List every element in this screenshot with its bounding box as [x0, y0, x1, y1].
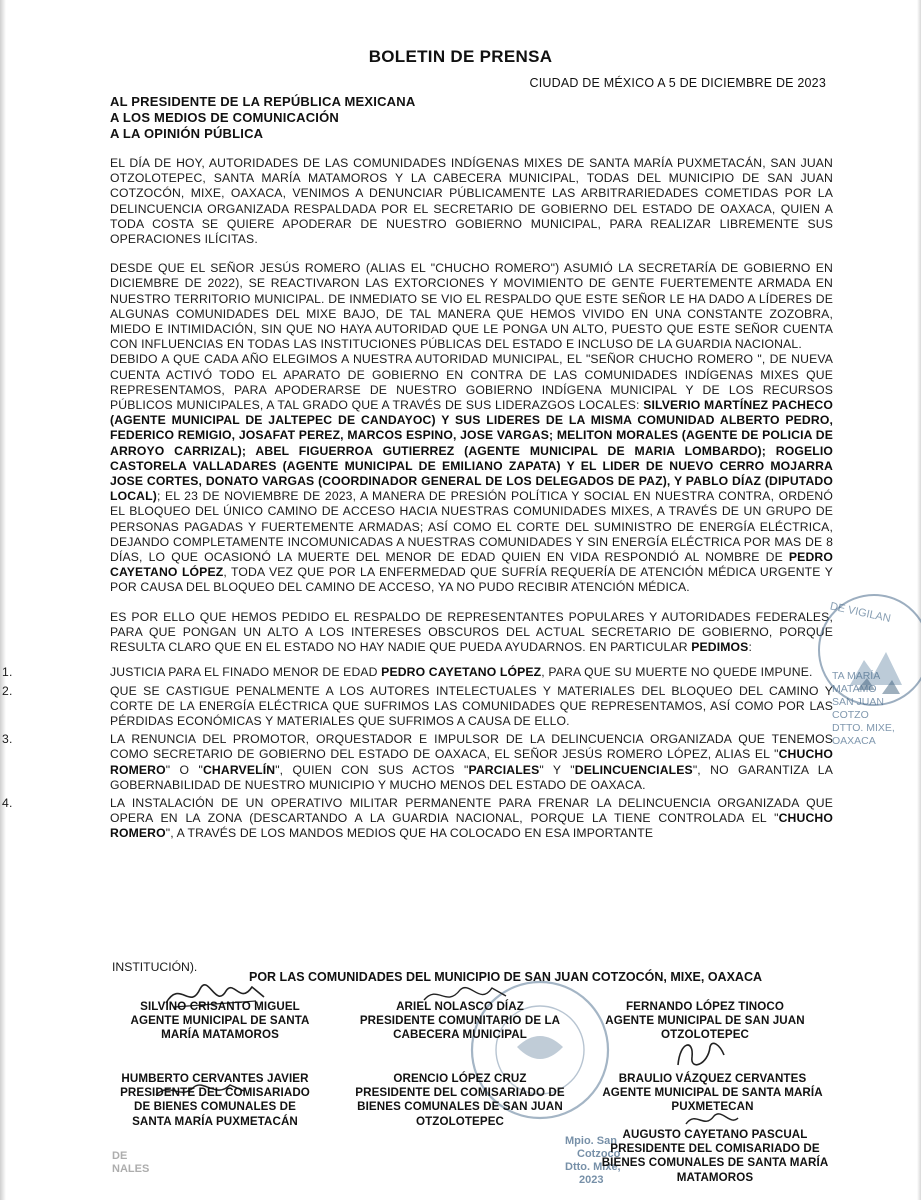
stamp-line: Mpio. San	[565, 1135, 617, 1147]
signatory-role: BIENES COMUNALES DE SAN JUAN	[357, 1100, 563, 1114]
stamp-matamoros-text	[832, 670, 921, 748]
paragraph-request	[110, 610, 833, 656]
stamp-line: Cotzoco	[577, 1148, 621, 1160]
facts-named-leaders: SILVERIO MARTÍNEZ PACHECO (AGENTE MUNICIPAL DE JALTEPEC DE CANDAYOC) Y SUS LIDERES DE LA MISMA COMUNIDAD ALBERTO PEDRO, FEDERICO REMIGIO, JOSAFAT PEREZ, MARCOS ESPINO, JOSE VARGAS; MELITON MORALES (AGENTE DE POLICIA DE ARROYO CARRIZAL); ABEL FIGUERROA GUTIERREZ (AGENTE MUNICIPAL DE MARIA LOMBARDO); ROGELIO CASTORELA VALLADARES (AGENTE MUNICIPAL DE EMILIANO ZAPATA) Y EL LIDER DE NUEVO CERRO MOJARRA JOSE CORTES, DONATO VARGAS (COORDINADOR GENERAL DE LOS DELEGADOS DE PAZ), Y PABLO DÍAZ (DIPUTADO LOCAL)	[110, 398, 833, 504]
demand-text: ", A TRAVÉS DE LOS MANDOS MEDIOS QUE HA COLOCADO EN ESA IMPORTANTE	[165, 826, 654, 841]
addressee-line: A LOS MEDIOS DE COMUNICACIÓN	[110, 110, 340, 125]
demand-item	[2, 732, 833, 793]
request-text: ES POR ELLO QUE HEMOS PEDIDO EL RESPALDO DE REPRESENTANTES POPULARES Y AUTORIDADES FEDERALES, PARA QUE PONGAN UN ALTO A LOS INTERESES OBSCUROS DEL ACTUAL SECRETARIO DE GOBIERNO, PORQUE RESULTA CLARO QUE EN EL ESTADO NO HAY NADIE QUE PUEDA AYUDARNOS. EN PARTICULAR	[110, 609, 833, 655]
demand-item	[2, 795, 833, 842]
demand-number: 3 .	[2, 732, 20, 747]
demands-list	[2, 665, 833, 841]
signatory-role: BIENES COMUNALES DE SANTA MARÍA	[601, 1156, 829, 1170]
closing-line: POR LAS COMUNIDADES DEL MUNICIPIO DE SAN JUAN COTZOCÓN, MIXE, OAXACA	[249, 970, 762, 984]
demand-text: ", NO GARANTIZA LA GOBERNABILIDAD DE NUESTRO MUNICIPIO Y MUCHO MENOS DEL ESTADO DE OAXACA.	[110, 762, 833, 792]
demand-text: QUE SE CASTIGUE PENALMENTE A LOS AUTORES INTELECTUALES Y MATERIALES DEL BLOQUEO DEL CAMINO Y CORTE DE LA ENERGÍA ELÉCTRICA QUE SUFRIMOS LAS COMUNIDADES QUE REPRESENTAMOS, ASÍ COMO POR LAS PÉRDIDAS ECONÓMICAS Y MATERIALES QUE SUFRIMOS A CAUSA DE ELLO.	[110, 683, 833, 728]
demand-emphasis: PARCIALES	[468, 762, 540, 777]
stamp-line: DE	[112, 1150, 128, 1162]
paragraph-denuncia: EL DÍA DE HOY, AUTORIDADES DE LAS COMUNIDADES INDÍGENAS MIXES DE SANTA MARÍA PUXMETACÁN, SAN JUAN OTZOLOTEPEC, SANTA MARÍA MATAMOROS Y LA CABECERA MUNICIPAL, TODAS DEL MUNICIPIO DE SAN JUAN COTZOCÓN, MIXE, OAXACA, VENIMOS A DENUNCIAR PÚBLICAMENTE LAS ARBITRARIEDADES COMETIDAS POR LA DELINCUENCIA ORGANIZADA RESPALDADA POR EL SECRETARIO DE GOBIERNO DEL ESTADO DE OAXACA, QUIEN A TODA COSTA SE QUIERE APODERAR DE NUESTRO GOBIERNO MUNICIPAL, PARA REALIZAR LIBREMENTE SUS OPERACIONES ILÍCITAS.	[110, 156, 833, 247]
signatory-name: HUMBERTO CERVANTES JAVIER	[121, 1072, 309, 1085]
document-title: BOLETIN DE PRENSA	[368, 47, 553, 66]
signatory-block	[110, 1000, 330, 1043]
signatory-block	[590, 1072, 835, 1115]
addressee-line: A LA OPINIÓN PÚBLICA	[110, 126, 264, 141]
demand-text: , PARA QUE SU MUERTE NO QUEDE IMPUNE.	[541, 665, 813, 680]
signatory-role: OTZOLOTEPEC	[660, 1028, 750, 1042]
demand-item	[2, 665, 833, 680]
dateline: CIUDAD DE MÉXICO A 5 DE DICIEMBRE DE 2023	[529, 76, 826, 90]
demand-item	[2, 683, 833, 730]
demand-4-tail: INSTITUCIÓN).	[112, 960, 198, 974]
request-keyword: PEDIMOS	[691, 640, 749, 655]
page-left-edge	[0, 0, 6, 1200]
demand-text: ", QUIEN CON SUS ACTOS "	[275, 762, 469, 777]
signatory-block	[590, 1000, 820, 1043]
stamp-line: SAN JUAN COTZO	[832, 696, 884, 721]
facts-text: DEBIDO A QUE CADA AÑO ELEGIMOS A NUESTRA AUTORIDAD MUNICIPAL, EL "SEÑOR CHUCHO ROMERO ", DE NUEVA CUENTA ACTIVÓ TODO EL APARATO DE GOBIERNO EN CONTRA DE LAS COMUNIDADES INDÍGENAS MIXES QUE REPRESENTAMOS, PARA APODERARSE DE NUESTRO GOBIERNO INDÍGENA MUNICIPAL Y DE LOS RECURSOS PÚBLICOS MUNICIPALES, A TAL GRADO QUE A TRAVÉS DE SUS LIDERAZGOS LOCALES:	[110, 352, 833, 413]
facts-text: ; EL 23 DE NOVIEMBRE DE 2023, A MANERA DE PRESIÓN POLÍTICA Y SOCIAL EN NUESTRA CONTRA, ORDENÓ EL BLOQUEO DEL ÚNICO CAMINO DE ACCESO HACIA NUESTRAS COMUNIDADES MIXES, A TRAVÉS DE UN GRUPO DE PERSONAS PAGADAS Y FUERTEMENTE ARMADAS; ASÍ COMO EL CORTE DEL SUMINISTRO DE ENERGÍA ELÉCTRICA, DEJANDO COMPLETAMENTE INCOMUNICADAS A NUESTRAS COMUNIDADES Y SIN ENERGÍA ELÉCTRICA POR MAS DE 8 DÍAS, LO QUE OCASIONÓ LA MUERTE DEL MENOR DE EDAD QUIEN EN VIDA RESPONDIÓ AL NOMBRE DE	[110, 489, 833, 565]
signatory-role: MARÍA MATAMOROS	[161, 1028, 279, 1042]
signatory-role: MATAMOROS	[676, 1170, 754, 1184]
signatory-role: OTZOLOTEPEC	[415, 1114, 505, 1128]
demand-text: LA INSTALACIÓN DE UN OPERATIVO MILITAR PERMANENTE PARA FRENAR LA DELINCUENCIA ORGANIZADA QUE OPERA EN LA ZONA (DESCARTANDO A LA GUARDIA NACIONAL, PORQUE LA TIENE CONTROLADA EL "	[110, 795, 833, 826]
signatory-role: PRESIDENTE DEL COMISARIADO DE	[355, 1086, 565, 1100]
signatory-role: PRESIDENTE DEL COMISARIADO DE	[610, 1142, 820, 1156]
stamp-line: 2023	[579, 1174, 604, 1186]
signatory-role: AGENTE MUNICIPAL DE SANTA MARÍA	[602, 1086, 823, 1100]
signatory-role: PRESIDENTE COMUNITARIO DE LA	[359, 1014, 561, 1028]
facts-text: , TODA VEZ QUE POR LA ENFERMEDAD QUE SUFRÍA REQUERÍA DE ATENCIÓN MÉDICA URGENTE Y POR CAUSA DEL BLOQUEO DEL CAMINO DE ACCESO, YA NO PUDO RECIBIR ATENCIÓN MÉDICA.	[110, 565, 834, 595]
signatory-name: BRAULIO VÁZQUEZ CERVANTES	[618, 1072, 807, 1085]
addressee-block	[110, 94, 415, 142]
signatory-block	[345, 1000, 575, 1043]
signatory-name: ORENCIO LÓPEZ CRUZ	[393, 1072, 527, 1085]
stamp-line: NALES	[112, 1163, 150, 1175]
paragraph-background: DESDE QUE EL SEÑOR JESÚS ROMERO (ALIAS EL "CHUCHO ROMERO") ASUMIÓ LA SECRETARÍA DE GOBIERNO EN DICIEMBRE DE 2022), SE REACTIVARON LAS EXTORCIONES Y MOVIMIENTO DE GENTE FUERTEMENTE ARMADA EN NUESTRO TERRITORIO MUNICIPAL. DE INMEDIATO SE VIO EL RESPALDO QUE ESTE SEÑOR LE HA DADO A LÍDERES DE ALGUNAS COMUNIDADES DEL MIXE BAJO, DE TAL MANERA QUE HEMOS VIVIDO EN UNA CONSTANTE ZOZOBRA, MIEDO E INTIMIDACIÓN, SIN QUE NO HAYA AUTORIDAD QUE LE PONGA UN ALTO, PUESTO QUE ESTE SEÑOR CUENTA CON INFLUENCIAS EN TODAS LAS INSTITUCIONES PÚBLICAS DEL ESTADO E INCLUSO DE LA GUARDIA NACIONAL.	[110, 261, 833, 352]
signatory-role: DE BIENES COMUNALES DE	[134, 1100, 296, 1114]
demand-text: LA RENUNCIA DEL PROMOTOR, ORQUESTADOR E IMPULSOR DE LA DELINCUENCIA ORGANIZADA QUE TENEMOS COMO SECRETARIO DE GOBIERNO DEL ESTADO DE OAXACA, EL SEÑOR JESÚS ROMERO LÓPEZ, ALIAS EL "	[110, 732, 833, 762]
signatory-name: ARIEL NOLASCO DÍAZ	[396, 1000, 524, 1013]
demand-emphasis: CHUCHO ROMERO	[110, 811, 833, 841]
demand-number: 1 .	[2, 665, 20, 680]
request-text: :	[748, 640, 752, 655]
stamp-line: TA MARÍA MATAMO	[832, 670, 880, 695]
stamp-line: DTTO. MIXE, OAXACA	[832, 722, 895, 747]
signatory-block	[340, 1072, 580, 1129]
signatory-role: PUXMETECAN	[671, 1100, 754, 1114]
signatory-role: SANTA MARÍA PUXMETACÁN	[132, 1114, 298, 1128]
demand-emphasis: CHUCHO ROMERO	[110, 747, 833, 777]
demand-text: " O "	[165, 762, 203, 777]
signatory-role: AGENTE MUNICIPAL DE SAN JUAN	[605, 1014, 805, 1028]
demand-text: JUSTICIA PARA EL FINADO MENOR DE EDAD	[110, 665, 382, 680]
signatory-role: AGENTE MUNICIPAL DE SANTA	[130, 1014, 310, 1028]
demand-emphasis: CHARVELÍN	[202, 762, 276, 777]
document-body	[2, 156, 834, 845]
stamp-line: Dtto. Mixe,	[565, 1161, 621, 1173]
facts-victim-name: PEDRO CAYETANO LÓPEZ	[110, 550, 833, 580]
signatory-role: CABECERA MUNICIPAL	[393, 1028, 527, 1042]
addressee-line: AL PRESIDENTE DE LA REPÚBLICA MEXICANA	[110, 94, 416, 109]
demand-number: 4 .	[2, 796, 20, 811]
stamp-bienes-comunales-text	[112, 1150, 149, 1176]
signatory-name: FERNANDO LÓPEZ TINOCO	[626, 1000, 784, 1013]
signatory-name: AUGUSTO CAYETANO PASCUAL	[622, 1128, 808, 1141]
demand-emphasis: PEDRO CAYETANO LÓPEZ	[381, 665, 542, 680]
stamp-text: DE VIGILAN	[828, 600, 892, 625]
demand-emphasis: DELINCUENCIALES	[574, 762, 693, 777]
signatory-block	[100, 1072, 330, 1129]
demand-number: 2 .	[2, 684, 20, 699]
signatory-block	[590, 1128, 840, 1185]
signatory-role: PRESIDENTE DEL COMISARIADO	[120, 1086, 310, 1100]
paragraph-facts	[110, 352, 833, 595]
signatory-name: SILVINO CRISANTO MIGUEL	[140, 1000, 300, 1013]
demand-text: " Y "	[539, 762, 575, 777]
